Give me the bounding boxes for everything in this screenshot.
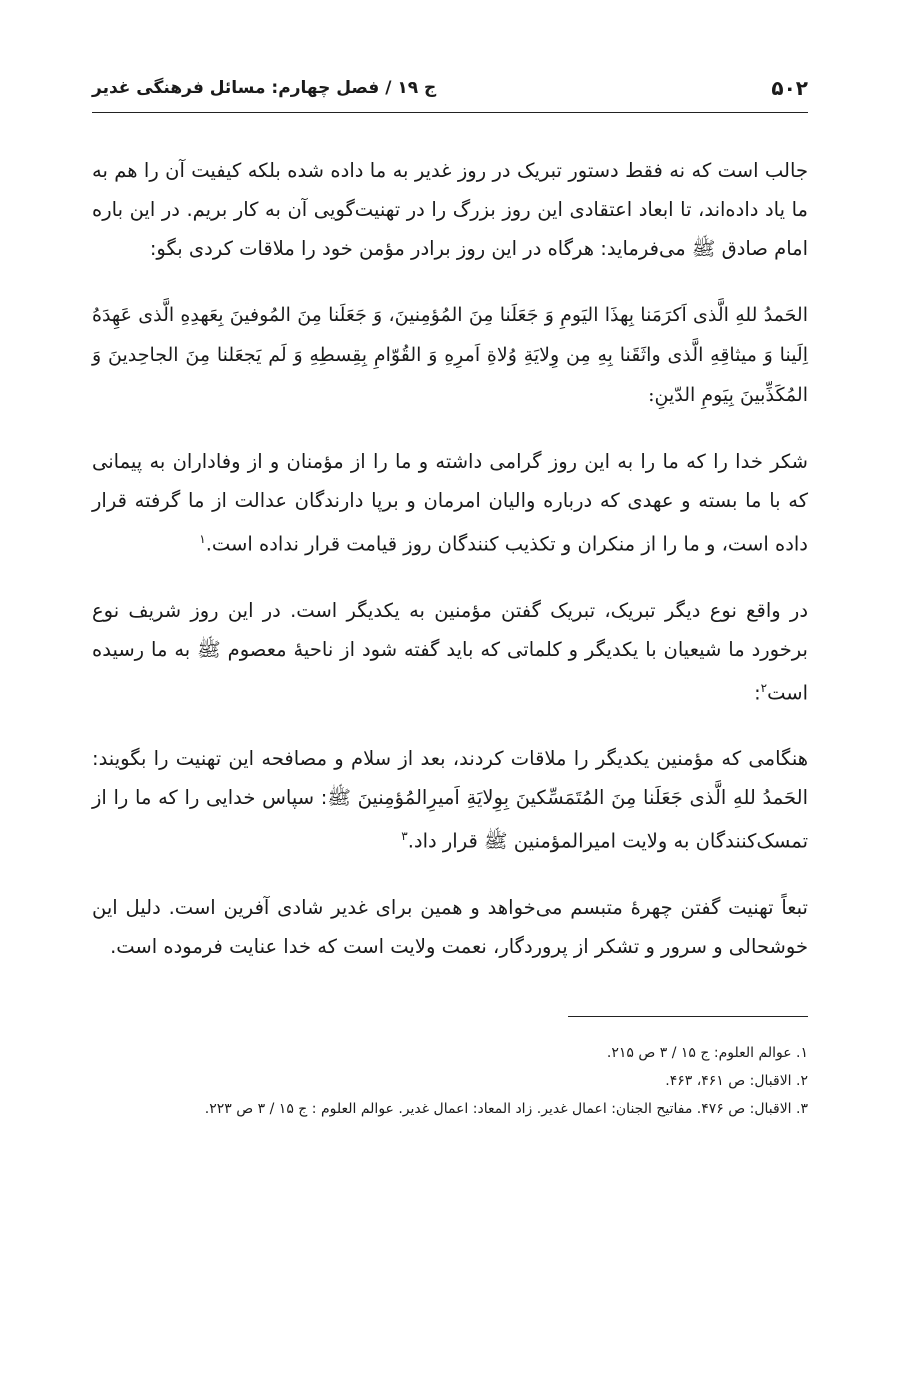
- footnote-marker-1: ۱: [199, 532, 206, 546]
- page-header: [92, 62, 808, 113]
- footnote-marker-2: ۲: [760, 680, 768, 695]
- running-head: ج ۱۹ / فصل چهارم: مسائل فرهنگی غدیر: [92, 78, 437, 98]
- footnote-1: ۱. عوالم العلوم: ج ۱۵ / ۳ ص ۲۱۵.: [606, 1044, 808, 1061]
- paragraph-translation-text: شکر خدا را که ما را به این روز گرامی داشته و ما را از مؤمنان و از وفاداران به پیمانی که با ما بسته و عهدی که درباره والیان امرمان و برپا دارندگان عدالت از ما گرفته قرار داده است، و ما را از منکران و تکذیب کنندگان روز قیامت قرار نداده است.: [92, 450, 808, 556]
- footnote-divider: [568, 1016, 808, 1017]
- paragraph-conclusion: [92, 888, 808, 966]
- paragraph-arabic-prayer-text: الحَمدُ للهِ الَّذی اَکرَمَنا بِهذَا الیَومِ وَ جَعَلَنا مِنَ المُؤمِنینَ، وَ جَعَلَنا مِنَ المُوفینَ بِعَهدِهِ الَّذی عَهِدَهُ اِلَینا وَ میثاقِهِ الَّذی واثَقَنا بِهِ مِن وِلایَةِ وُلاةِ اَمرِهِ وَ القُوّامِ بِقِسطِهِ وَ لَم یَجعَلنا مِنَ الجاحِدینَ وَ المُکَذِّبینَ بِیَومِ الدّینِ:: [92, 304, 808, 406]
- paragraph-congratulation-text: در واقع نوع دیگر تبریک، تبریک گفتن مؤمنین به یکدیگر است. در این روز شریف نوع برخورد ما شیعیان با یکدیگر و کلماتی که باید گفته شود از ناحیهٔ معصوم ﷺ به ما رسیده است: [92, 598, 808, 704]
- paragraph-intro: [92, 151, 808, 268]
- book-page: [92, 62, 808, 1123]
- paragraph-greeting: [92, 739, 808, 861]
- paragraph-greeting-text: هنگامی که مؤمنین یکدیگر را ملاقات کردند، بعد از سلام و مصافحه این تهنیت را بگویند: الحَمدُ للهِ الَّذی جَعَلَنا مِنَ المُتَمَسِّکینَ بِوِلایَةِ اَمیرِالمُؤمِنینَ ﷺ: سپاس خدایی را که ما را از تمسک‌کنندگان به ولایت امیرالمؤمنین ﷺ قرار داد.: [92, 747, 808, 853]
- paragraph-congratulation: در واقع نوع دیگر تبریک، تبریک گفتن مؤمنین به یکدیگر است. در این روز شریف نوع برخورد ما شیعیان با یکدیگر و کلماتی که باید گفته شود از ناحیهٔ معصوم ﷺ به ما رسیده است$^۲$:: [92, 598, 808, 704]
- footnotes: [92, 1039, 808, 1123]
- footnote-marker-3: ۳: [401, 829, 408, 843]
- paragraph-conclusion-text: تبعاً تهنیت گفتن چهرهٔ متبسم می‌خواهد و همین برای غدیر شادی آفرین است. دلیل این خوشحالی و سرور و تشکر از پروردگار، نعمت ولایت است که خدا عنایت فرموده است.: [92, 895, 808, 958]
- page-number: ۵۰۲: [771, 76, 808, 100]
- paragraph-translation: [92, 442, 808, 564]
- body-text: [92, 151, 808, 966]
- paragraph-intro-text: جالب است که نه فقط دستور تبریک در روز غدیر به ما داده شده بلکه کیفیت آن را هم به ما یاد داده‌اند، تا ابعاد اعتقادی این روز بزرگ را در تهنیت‌گویی آن به کار بریم. در این باره امام صادق ﷺ می‌فرماید: هرگاه در این روز برادر مؤمن خود را ملاقات کردی بگو:: [92, 159, 808, 260]
- footnote-3: ۳. الاقبال: ص ۴۷۶. مفاتیح الجنان: اعمال غدیر. زاد المعاد: اعمال غدیر. عوالم العلوم : ج ۱۵ / ۳ ص ۲۲۳.: [204, 1100, 808, 1117]
- paragraph-arabic-prayer: [92, 295, 808, 415]
- footnote-2: ۲. الاقبال: ص ۴۶۱، ۴۶۳.: [665, 1072, 808, 1089]
